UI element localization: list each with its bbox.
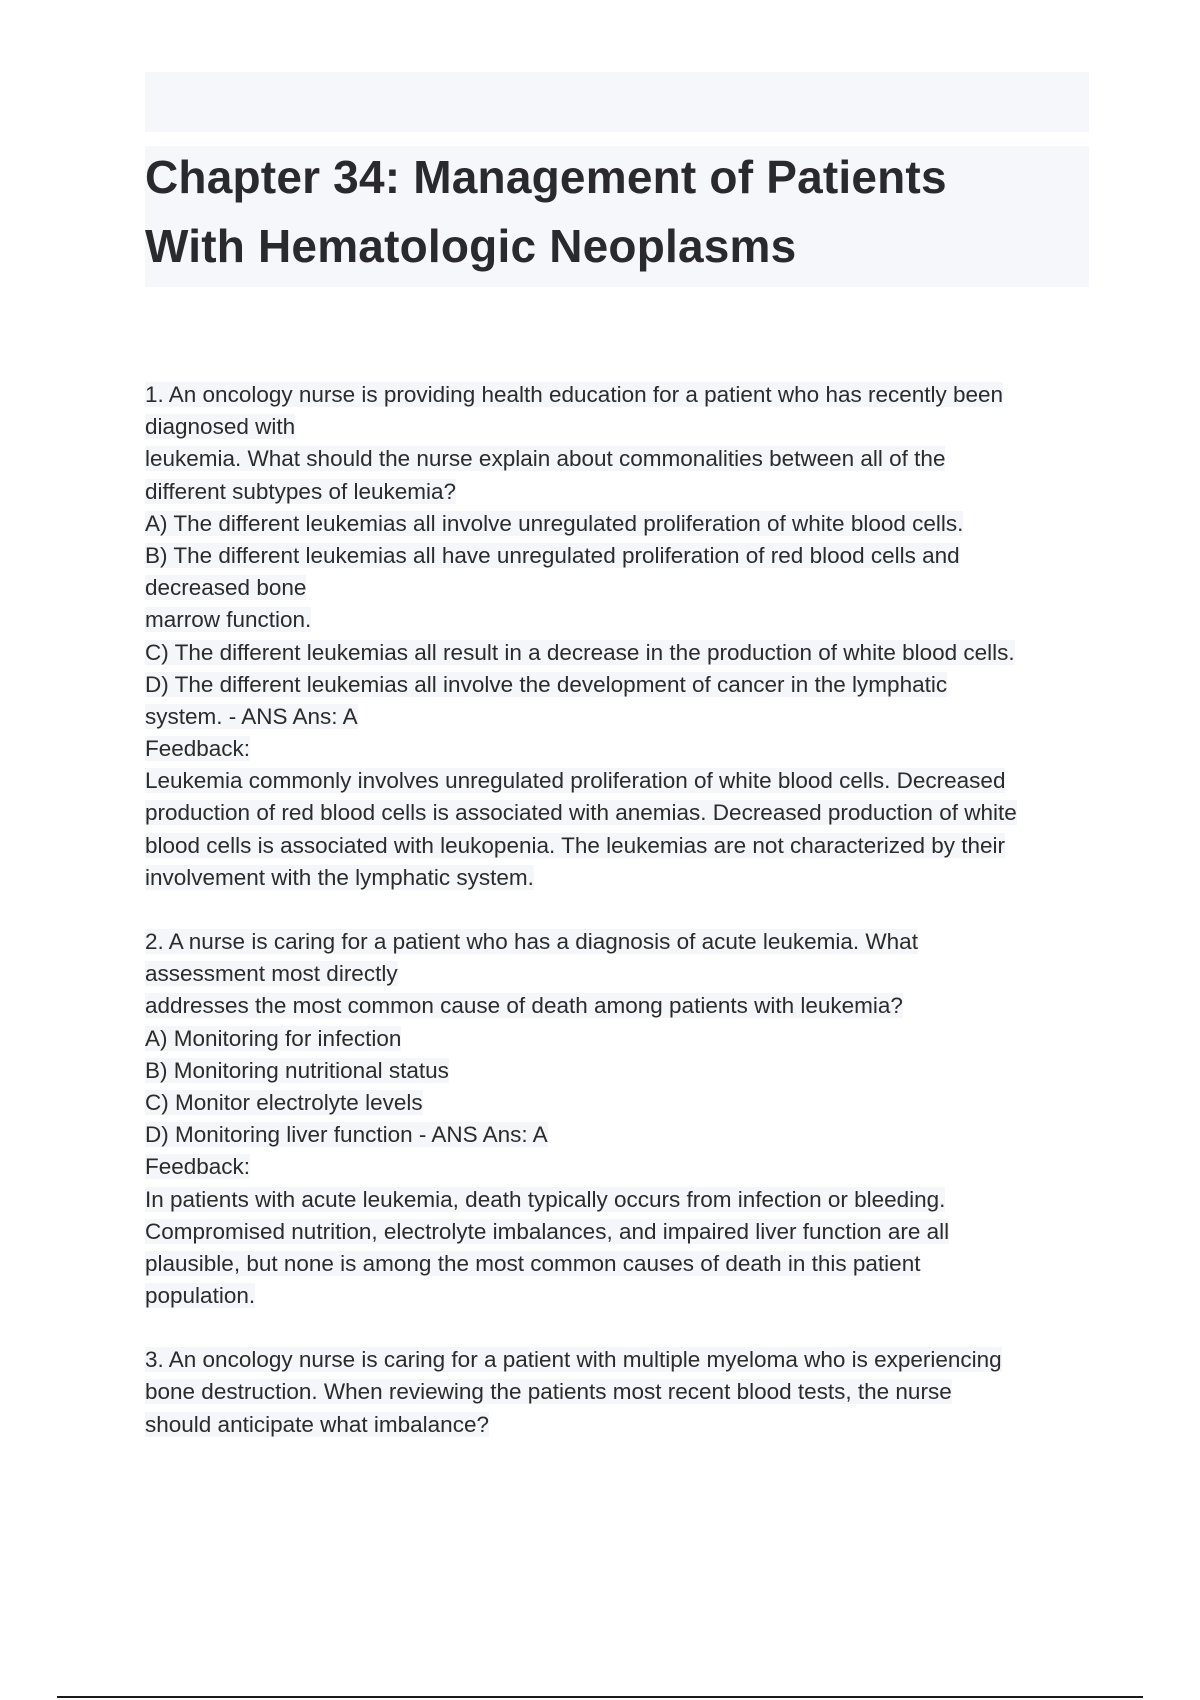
question-block-3 xyxy=(145,1344,1089,1441)
question-2-line xyxy=(145,1087,1089,1119)
question-2-line xyxy=(145,1119,1089,1151)
chapter-title-line-2: With Hematologic Neoplasms xyxy=(145,220,797,272)
question-1-line xyxy=(145,701,1089,733)
question-1-line xyxy=(145,862,1089,894)
question-text: 3. An oncology nurse is caring for a patient with multiple myeloma who is experiencing xyxy=(145,1347,1002,1373)
page-bottom-rule xyxy=(57,1696,1143,1698)
question-text: A) The different leukemias all involve unregulated proliferation of white blood cells. xyxy=(145,510,964,536)
question-text: C) Monitor electrolyte levels xyxy=(145,1089,423,1115)
question-2-line xyxy=(145,1280,1089,1312)
question-list xyxy=(145,379,1089,1441)
question-block-1 xyxy=(145,379,1089,894)
question-text: should anticipate what imbalance? xyxy=(145,1411,489,1437)
question-text: Feedback: xyxy=(145,1154,251,1180)
question-1-line xyxy=(145,604,1089,636)
question-2-line xyxy=(145,1023,1089,1055)
question-text: leukemia. What should the nurse explain about commonalities between all of the xyxy=(145,446,946,472)
question-text: B) Monitoring nutritional status xyxy=(145,1057,449,1083)
question-block-2 xyxy=(145,926,1089,1312)
question-1-line xyxy=(145,669,1089,701)
header-band xyxy=(145,72,1089,132)
question-1-line xyxy=(145,411,1089,443)
question-text: A) Monitoring for infection xyxy=(145,1025,402,1051)
question-1-line xyxy=(145,572,1089,604)
chapter-title xyxy=(145,146,1089,287)
question-text: 1. An oncology nurse is providing health education for a patient who has recently been xyxy=(145,382,1004,407)
question-2-line xyxy=(145,1055,1089,1087)
question-text: In patients with acute leukemia, death typically occurs from infection or bleeding. xyxy=(145,1186,946,1212)
question-1-line xyxy=(145,476,1089,508)
question-text: bone destruction. When reviewing the patients most recent blood tests, the nurse xyxy=(145,1379,952,1405)
question-text: addresses the most common cause of death among patients with leukemia? xyxy=(145,993,903,1019)
question-3-line xyxy=(145,1376,1089,1408)
question-text: blood cells is associated with leukopenia. The leukemias are not characterized by their xyxy=(145,832,1006,858)
question-text: B) The different leukemias all have unregulated proliferation of red blood cells and xyxy=(145,542,960,568)
question-3-line xyxy=(145,1344,1089,1376)
question-text: marrow function. xyxy=(145,607,312,633)
question-text: 2. A nurse is caring for a patient who has a diagnosis of acute leukemia. What xyxy=(145,929,918,954)
question-text: D) The different leukemias all involve the development of cancer in the lymphatic xyxy=(145,671,948,697)
question-1-line xyxy=(145,765,1089,797)
question-text: Feedback: xyxy=(145,736,251,762)
question-1-line xyxy=(145,637,1089,669)
question-2-line xyxy=(145,1216,1089,1248)
question-1-line xyxy=(145,830,1089,862)
question-text: involvement with the lymphatic system. xyxy=(145,864,534,890)
question-spacer xyxy=(145,894,1089,926)
question-text: Leukemia commonly involves unregulated proliferation of white blood cells. Decreased xyxy=(145,768,1006,794)
question-2-line xyxy=(145,958,1089,990)
question-1-line xyxy=(145,797,1089,829)
question-spacer xyxy=(145,1312,1089,1344)
question-text: different subtypes of leukemia? xyxy=(145,478,457,504)
question-1-line xyxy=(145,540,1089,572)
question-text: production of red blood cells is associated with anemias. Decreased production of white xyxy=(145,800,1017,826)
chapter-title-line-1: Chapter 34: Management of Patients xyxy=(145,151,947,203)
question-text: plausible, but none is among the most common causes of death in this patient xyxy=(145,1250,921,1276)
question-2-line xyxy=(145,926,1089,958)
question-2-line xyxy=(145,1151,1089,1183)
question-text: decreased bone xyxy=(145,575,307,601)
question-1-line xyxy=(145,508,1089,540)
question-text: system. - ANS Ans: A xyxy=(145,703,358,729)
question-2-line xyxy=(145,1248,1089,1280)
question-2-line xyxy=(145,990,1089,1022)
question-text: Compromised nutrition, electrolyte imbalances, and impaired liver function are all xyxy=(145,1218,950,1244)
question-text: assessment most directly xyxy=(145,961,398,987)
question-text: population. xyxy=(145,1283,256,1309)
question-text: D) Monitoring liver function - ANS Ans: A xyxy=(145,1122,548,1148)
question-3-line xyxy=(145,1409,1089,1441)
question-1-line xyxy=(145,443,1089,475)
question-text: diagnosed with xyxy=(145,414,296,440)
question-2-line xyxy=(145,1184,1089,1216)
question-1-line xyxy=(145,379,1089,411)
question-1-line xyxy=(145,733,1089,765)
question-text: C) The different leukemias all result in a decrease in the production of white blood cells. xyxy=(145,639,1015,665)
